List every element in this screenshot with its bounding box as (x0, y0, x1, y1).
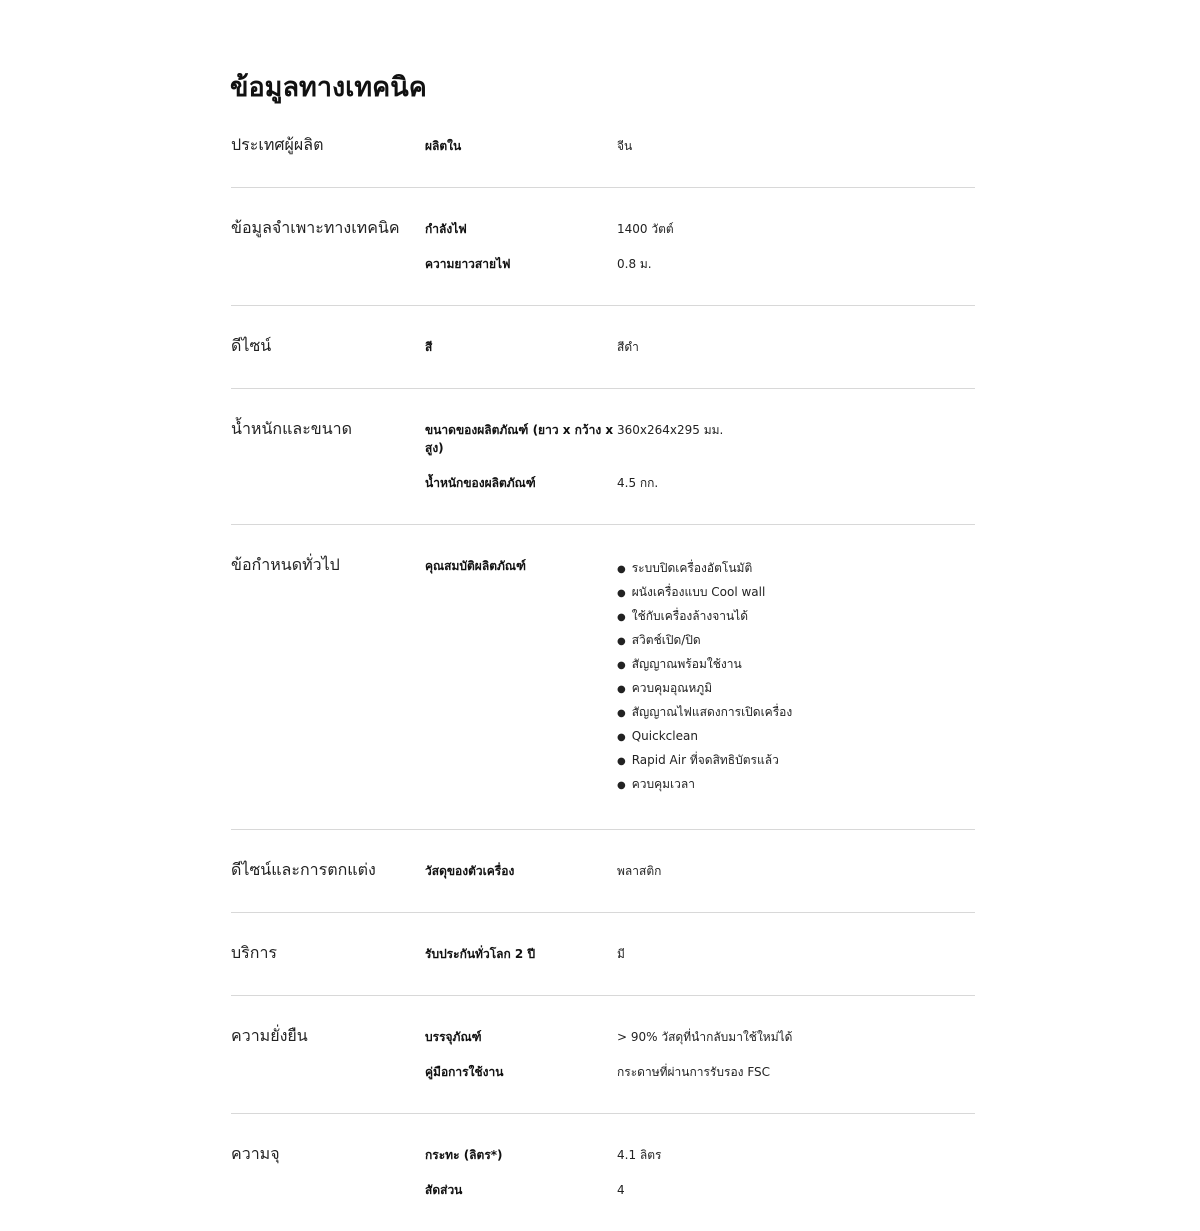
spec-section (231, 213, 975, 306)
spec-row (425, 942, 975, 963)
feature-text: สัญญาณพร้อมใช้งาน (631, 657, 742, 671)
spec-section (231, 130, 975, 188)
page-title: ข้อมูลทางเทคนิค (230, 72, 427, 103)
feature-text: Rapid Air ที่จดสิทธิบัตรแล้ว (631, 753, 779, 767)
spec-label: ขนาดของผลิตภัณฑ์ (ยาว x กว้าง x สูง) (425, 423, 614, 455)
section-title: น้ำหนักและขนาด (231, 419, 353, 438)
spec-value (617, 554, 975, 797)
spec-row (425, 134, 975, 155)
spec-label: คู่มือการใช้งาน (425, 1065, 504, 1079)
feature-text: ผนังเครื่องแบบ Cool wall (631, 585, 766, 599)
spec-section (231, 414, 975, 525)
section-title: ดีไซน์ (231, 336, 272, 355)
spec-rows (425, 1025, 975, 1095)
section-title: บริการ (231, 943, 278, 962)
feature-item (617, 677, 975, 701)
spec-label: กระทะ (ลิตร*) (425, 1148, 503, 1162)
spec-value: มี (617, 947, 625, 961)
feature-text: ใช้กับเครื่องล้างจานได้ (631, 609, 749, 623)
feature-item (617, 629, 975, 653)
feature-list (617, 557, 975, 797)
spec-rows (425, 554, 975, 811)
section-title: ข้อกำหนดทั่วไป (231, 555, 340, 574)
spec-row (425, 859, 975, 880)
spec-value: 4.1 ลิตร (617, 1148, 662, 1162)
spec-section (231, 855, 975, 913)
spec-section (231, 331, 975, 389)
feature-text: ควบคุมอุณหภูมิ (631, 681, 713, 695)
spec-value: 360x264x295 มม. (617, 423, 724, 437)
spec-value: พลาสติก (617, 864, 662, 878)
spec-row (425, 252, 975, 273)
spec-label: สี (425, 340, 433, 354)
feature-item (617, 701, 975, 725)
spec-row (425, 335, 975, 356)
spec-value: 4.5 กก. (617, 476, 659, 490)
spec-label: คุณสมบัติผลิตภัณฑ์ (425, 559, 526, 573)
spec-section (231, 1139, 975, 1231)
spec-label: สัดส่วน (425, 1183, 463, 1197)
section-title: ความยั่งยืน (231, 1026, 308, 1045)
spec-row (425, 418, 975, 457)
spec-row (425, 1178, 975, 1199)
spec-rows (425, 1143, 975, 1213)
spec-row (425, 1060, 975, 1081)
spec-section (231, 1021, 975, 1114)
spec-value: กระดาษที่ผ่านการรับรอง FSC (617, 1065, 771, 1079)
spec-rows (425, 942, 975, 977)
feature-item (617, 557, 975, 581)
spec-label: น้ำหนักของผลิตภัณฑ์ (425, 476, 536, 490)
spec-table (231, 130, 975, 1231)
feature-item (617, 773, 975, 797)
spec-row (425, 554, 975, 797)
spec-label: กำลังไฟ (425, 222, 467, 236)
spec-label: ผลิตใน (425, 139, 462, 153)
spec-value: > 90% วัสดุที่นำกลับมาใช้ใหม่ได้ (617, 1030, 793, 1044)
spec-rows (425, 418, 975, 506)
feature-text: ระบบปิดเครื่องอัตโนมัติ (631, 561, 753, 575)
feature-text: Quickclean (631, 729, 698, 743)
feature-item (617, 581, 975, 605)
spec-rows (425, 335, 975, 370)
feature-text: ควบคุมเวลา (631, 777, 695, 791)
spec-value: 1400 วัตต์ (617, 222, 674, 236)
feature-text: สวิตช์เปิด/ปิด (631, 633, 701, 647)
spec-value: สีดำ (617, 340, 639, 354)
spec-label: วัสดุของตัวเครื่อง (425, 864, 515, 878)
section-title: ข้อมูลจำเพาะทางเทคนิค (231, 218, 400, 237)
section-title: ความจุ (231, 1144, 280, 1163)
feature-item (617, 725, 975, 749)
spec-section (231, 550, 975, 830)
feature-item (617, 653, 975, 677)
spec-row (425, 471, 975, 492)
spec-value: 0.8 ม. (617, 257, 652, 271)
spec-label: บรรจุภัณฑ์ (425, 1030, 482, 1044)
feature-text: สัญญาณไฟแสดงการเปิดเครื่อง (631, 705, 793, 719)
spec-rows (425, 859, 975, 894)
feature-item (617, 605, 975, 629)
spec-row (425, 1143, 975, 1164)
spec-value: 4 (617, 1183, 625, 1197)
spec-row (425, 1025, 975, 1046)
spec-value: จีน (617, 139, 633, 153)
section-title: ประเทศผู้ผลิต (231, 135, 324, 154)
spec-rows (425, 134, 975, 169)
section-title: ดีไซน์และการตกแต่ง (231, 860, 376, 879)
spec-label: ความยาวสายไฟ (425, 257, 511, 271)
spec-row (425, 217, 975, 238)
spec-label: รับประกันทั่วโลก 2 ปี (425, 947, 536, 961)
spec-section (231, 938, 975, 996)
feature-item (617, 749, 975, 773)
spec-rows (425, 217, 975, 287)
